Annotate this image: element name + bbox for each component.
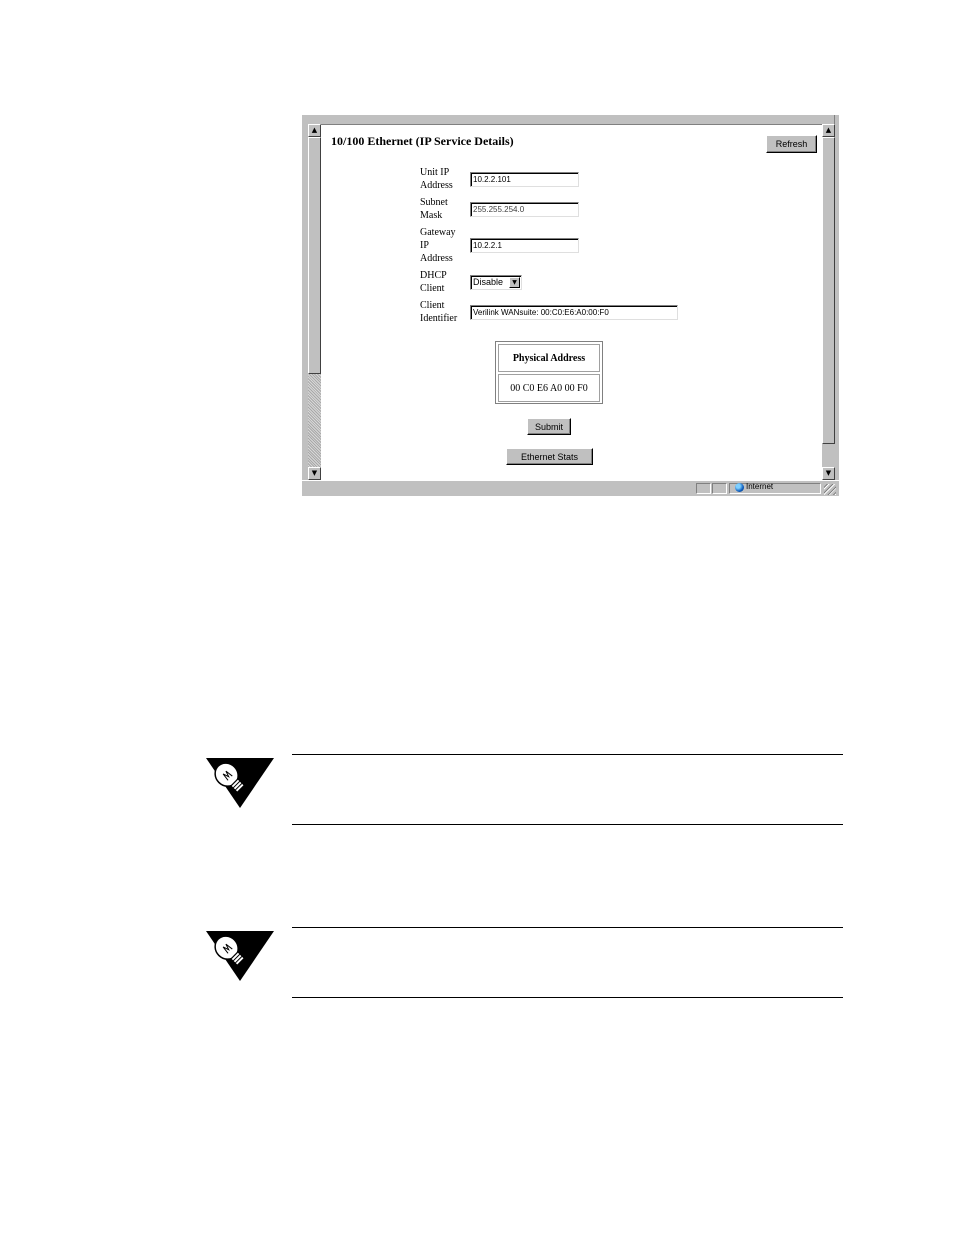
physical-address-table (495, 341, 603, 404)
physical-address-value: 00 C0 E6 A0 00 F0 (498, 374, 600, 402)
dhcp-client-label: DHCP Client (420, 270, 447, 294)
status-cell (696, 483, 711, 494)
gateway-ip-address-label: Gateway IP Address (420, 227, 456, 264)
right-scroll-down-button[interactable]: ▼ (822, 467, 835, 480)
subnet-mask-input[interactable]: 255.255.254.0 (470, 202, 579, 217)
note-top-rule (292, 754, 843, 755)
right-scroll-thumb[interactable] (822, 137, 835, 444)
left-scroll-track[interactable] (308, 374, 321, 467)
globe-icon (735, 483, 744, 492)
ethernet-stats-button[interactable]: Ethernet Stats (506, 448, 593, 465)
subnet-mask-label: Subnet Mask (420, 197, 448, 221)
note-top-rule (292, 927, 843, 928)
dhcp-client-select[interactable] (470, 275, 522, 290)
status-zone-label: Internet (746, 482, 774, 491)
chevron-down-icon[interactable]: ▼ (509, 277, 520, 288)
lightbulb-icon (206, 756, 274, 810)
note-bottom-rule (292, 824, 843, 825)
client-identifier-label: Client Identifier (420, 300, 458, 324)
resize-grip-icon[interactable] (824, 484, 836, 495)
left-scroll-up-button[interactable]: ▲ (308, 124, 321, 137)
physical-address-header: Physical Address (498, 344, 600, 372)
right-scroll-up-button[interactable]: ▲ (822, 124, 835, 137)
right-scrollbar[interactable] (822, 124, 835, 480)
left-scrollbar[interactable] (308, 124, 321, 480)
client-identifier-input[interactable]: Verilink WANsuite: 00:C0:E6:A0:00:F0 (470, 305, 678, 320)
gateway-ip-address-input[interactable]: 10.2.2.1 (470, 238, 579, 253)
refresh-button[interactable]: Refresh (766, 135, 817, 153)
unit-ip-address-label: Unit IP Address (420, 167, 453, 191)
dhcp-client-value: Disable (473, 277, 504, 287)
left-scroll-thumb[interactable] (308, 137, 321, 374)
submit-button[interactable]: Submit (527, 418, 571, 435)
status-cell (712, 483, 727, 494)
unit-ip-address-input[interactable]: 10.2.2.101 (470, 172, 579, 187)
note-bottom-rule (292, 997, 843, 998)
lightbulb-icon (206, 929, 274, 983)
page-title: 10/100 Ethernet (IP Service Details) (331, 134, 514, 148)
left-scroll-down-button[interactable]: ▼ (308, 467, 321, 480)
